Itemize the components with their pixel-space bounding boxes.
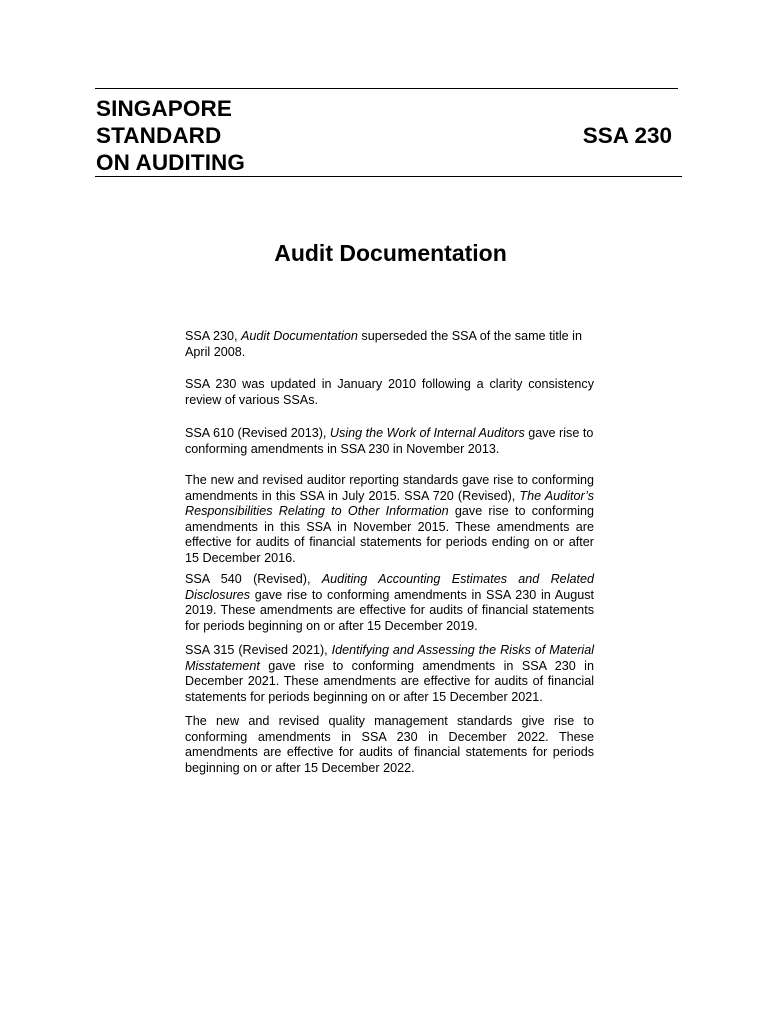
paragraph-7: [185, 714, 594, 776]
paragraph-4-text-c: gave rise to conforming amendments in this SSA in November 2015. These amendments are effective for audits of financial statements for periods ending on or after 15 December 2016.: [185, 504, 595, 565]
paragraph-3-text-a: SSA 610 (Revised 2013),: [185, 426, 330, 440]
paragraph-1-text-c: superseded the SSA of the same title in April 2008.: [185, 329, 582, 359]
paragraph-3: [185, 426, 594, 457]
paragraph-2-text: SSA 230 was updated in January 2010 following a clarity consistency review of various SSAs.: [185, 377, 594, 407]
standard-name-heading: [96, 95, 245, 176]
paragraph-6-italic-title: Identifying and Assessing the Risks of Material Misstatement: [185, 643, 594, 673]
paragraph-3-italic-title: Using the Work of Internal Auditors: [329, 426, 525, 440]
paragraph-6: [185, 643, 594, 705]
standard-code: SSA 230: [582, 123, 672, 148]
paragraph-5-text-a: SSA 540 (Revised),: [185, 572, 322, 586]
paragraph-2: [185, 377, 594, 408]
paragraph-6-text-a: SSA 315 (Revised 2021),: [185, 643, 332, 657]
paragraph-7-text: The new and revised quality management standards give rise to conforming amendments in SSA 230 in December 2022. These amendments are effective for audits of financial statements for periods beginning on or after 15 December 2022.: [185, 714, 594, 775]
paragraph-1: [185, 329, 594, 360]
paragraph-5: [185, 572, 594, 634]
paragraph-3-text-c: gave rise to conforming amendments in SSA 230 in November 2013.: [185, 426, 594, 456]
paragraph-4-text-a: The new and revised auditor reporting standards gave rise to conforming amendments in this SSA in July 2015. SSA 720 (Revised),: [185, 473, 594, 503]
header-bottom-rule: [95, 176, 682, 177]
heading-line-2: STANDARD: [96, 123, 222, 148]
paragraph-5-italic-title: Auditing Accounting Estimates and Related Disclosures: [185, 572, 595, 602]
paragraph-5-text-c: gave rise to conforming amendments in SSA 230 in August 2019. These amendments are effective for audits of financial statements for periods beginning on or after 15 December 2019.: [185, 587, 594, 633]
paragraph-1-text-a: SSA 230,: [185, 329, 242, 343]
heading-line-3: ON AUDITING: [96, 150, 246, 175]
heading-line-1: SINGAPORE: [96, 96, 232, 121]
paragraph-4-italic-title: The Auditor’s Responsibilities Relating to Other Information: [185, 488, 594, 518]
document-title: Audit Documentation: [274, 240, 507, 266]
paragraph-1-italic-title: Audit Documentation: [241, 329, 358, 343]
paragraph-4: [185, 473, 594, 566]
paragraph-6-text-c: gave rise to conforming amendments in SSA 230 in December 2021. These amendments are effective for audits of financial statements for periods beginning on or after 15 December 2021.: [185, 658, 594, 704]
header-top-rule: [95, 88, 678, 89]
